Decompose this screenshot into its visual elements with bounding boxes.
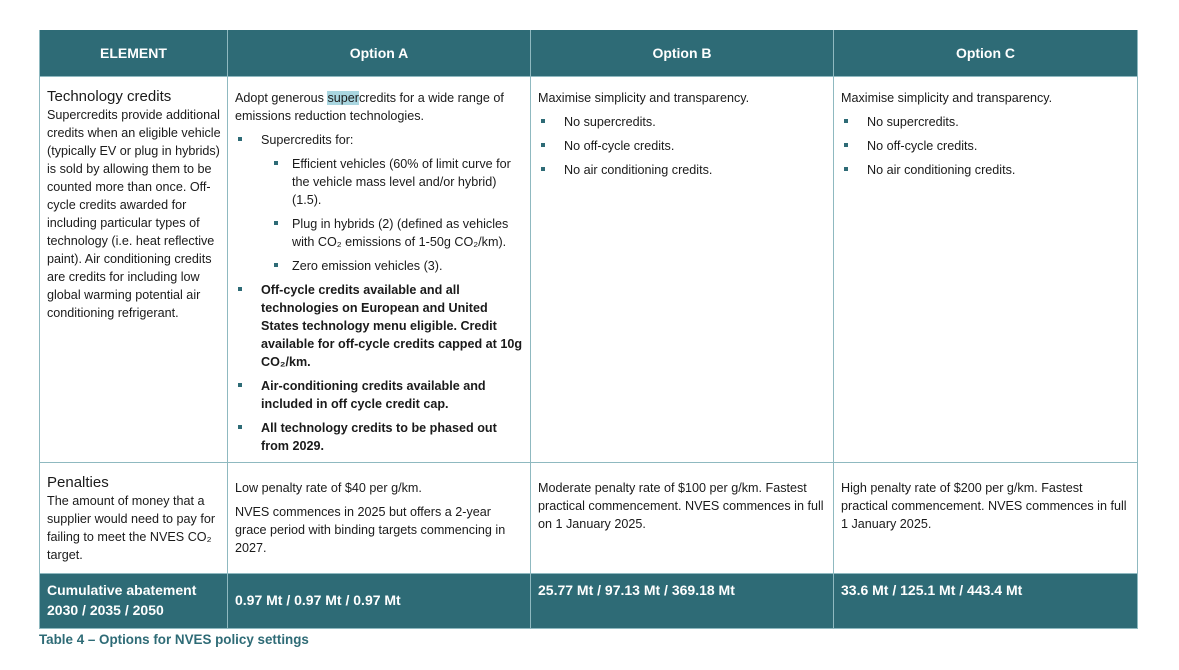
policy-options-table	[39, 30, 1138, 629]
tech-b-list	[538, 113, 827, 179]
table-caption: Table 4 – Options for NVES policy settings	[39, 632, 309, 647]
row-cumulative-abatement	[40, 574, 1138, 629]
list-item: Supercredits for: Efficient vehicles (60% of limit curve for the vehicle mass level and/or hybrid) (1.5). Plug in hybrids (2) (defined as vehicles with CO₂ emissions of 1-50g CO₂/km). Zero emission vehicles (3).	[235, 131, 524, 275]
header-option-c: Option C	[834, 30, 1138, 77]
tech-element-cell	[40, 77, 228, 463]
pen-element-cell	[40, 463, 228, 574]
tech-b-intro: Maximise simplicity and transparency.	[538, 91, 750, 105]
list-item: Air-conditioning credits available and included in off cycle credit cap.	[235, 377, 524, 413]
row-technology-credits	[40, 77, 1138, 463]
foot-label: Cumulative abatement 2030 / 2035 / 2050	[40, 574, 228, 629]
pen-b-text: Moderate penalty rate of $100 per g/km. Fastest practical commencement. NVES commences in full on 1 January 2025.	[538, 481, 824, 531]
tech-c-intro: Maximise simplicity and transparency.	[841, 91, 1053, 105]
list-item: No supercredits.	[841, 113, 1131, 131]
list-item: No supercredits.	[538, 113, 827, 131]
pen-description: The amount of money that a supplier would need to pay for failing to meet the NVES CO₂ target.	[47, 494, 216, 562]
pen-title: Penalties	[47, 474, 109, 491]
header-option-b: Option B	[531, 30, 834, 77]
foot-option-c: 33.6 Mt / 125.1 Mt / 443.4 Mt	[834, 574, 1138, 629]
tech-a-list	[235, 131, 524, 455]
tech-option-a-cell	[228, 77, 531, 463]
list-item: No off-cycle credits.	[538, 137, 827, 155]
foot-option-b: 25.77 Mt / 97.13 Mt / 369.18 Mt	[531, 574, 834, 629]
header-element: ELEMENT	[40, 30, 228, 77]
pen-option-c-cell	[834, 463, 1138, 574]
list-item: Zero emission vehicles (3).	[271, 257, 524, 275]
pen-option-a-cell	[228, 463, 531, 574]
policy-options-table-wrapper	[39, 30, 1137, 629]
list-item: Plug in hybrids (2) (defined as vehicles with CO₂ emissions of 1-50g CO₂/km).	[271, 215, 524, 251]
list-item: No air conditioning credits.	[538, 161, 827, 179]
tech-description: Supercredits provide additional credits when an eligible vehicle (typically EV or plug in hybrids) is sold by allowing them to be counted more than once. Off-cycle credits awarded for including particular types of technology (i.e. heat reflective paint). Air conditioning credits are credits for including low global warming potential air conditioning refrigerant.	[47, 108, 221, 320]
list-item: Off-cycle credits available and all technologies on European and United States technology menu eligible. Credit available for off-cycle credits capped at 10g CO₂/km.	[235, 281, 524, 371]
tech-option-b-cell	[531, 77, 834, 463]
pen-a-rate: Low penalty rate of $40 per g/km.	[235, 481, 422, 495]
tech-a-intro: Adopt generous supercredits for a wide range of emissions reduction technologies.	[235, 91, 504, 123]
list-item: Efficient vehicles (60% of limit curve for the vehicle mass level and/or hybrid) (1.5).	[271, 155, 524, 209]
header-option-a: Option A	[228, 30, 531, 77]
supercredits-sublist	[271, 155, 524, 275]
foot-option-a: 0.97 Mt / 0.97 Mt / 0.97 Mt	[228, 574, 531, 629]
list-item: No air conditioning credits.	[841, 161, 1131, 179]
header-row	[40, 30, 1138, 77]
row-penalties	[40, 463, 1138, 574]
tech-c-list	[841, 113, 1131, 179]
list-item: No off-cycle credits.	[841, 137, 1131, 155]
pen-a-commencement: NVES commences in 2025 but offers a 2-year grace period with binding targets commencing in 2027.	[235, 505, 506, 555]
pen-c-text: High penalty rate of $200 per g/km. Fastest practical commencement. NVES commences in full 1 January 2025.	[841, 481, 1127, 531]
tech-option-c-cell	[834, 77, 1138, 463]
tech-title: Technology credits	[47, 88, 172, 105]
pen-option-b-cell	[531, 463, 834, 574]
list-item: All technology credits to be phased out from 2029.	[235, 419, 524, 455]
highlighted-text: super	[327, 91, 359, 105]
